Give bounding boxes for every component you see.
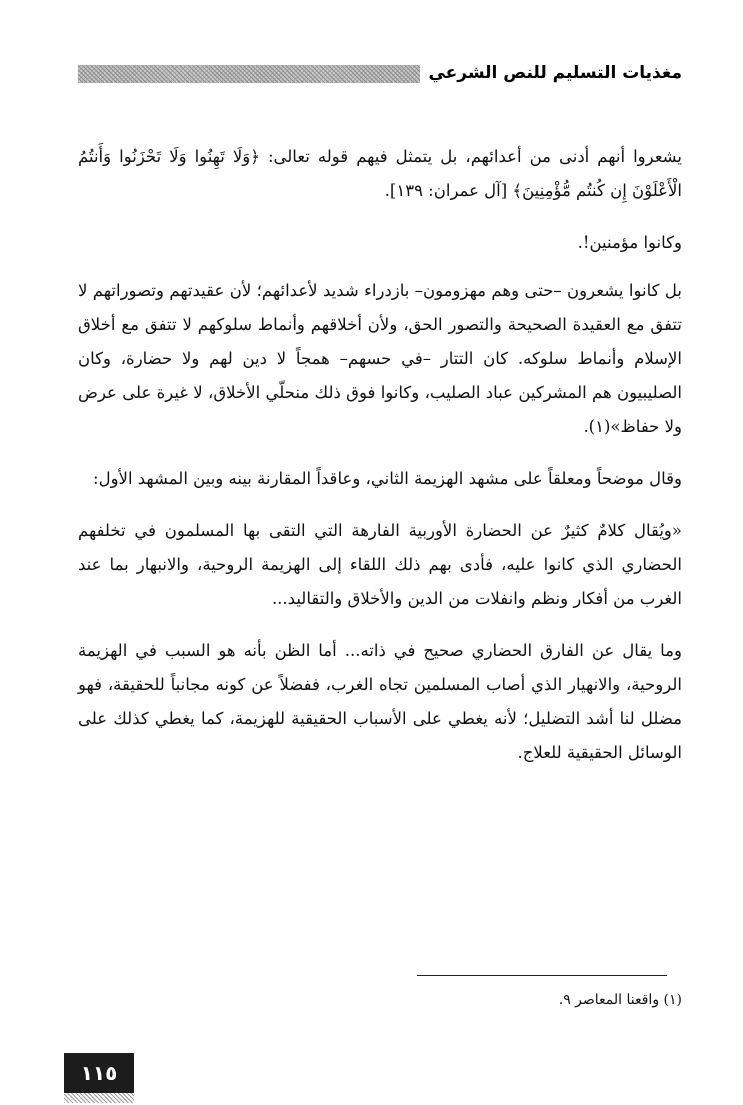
footnote-separator: [417, 975, 667, 976]
page-number: ١١٥: [64, 1053, 134, 1093]
header-title: مغذيات التسليم للنص الشرعي: [428, 63, 682, 83]
footnote: (١) واقعنا المعاصر ٩.: [558, 992, 682, 1008]
paragraph: وكانوا مؤمنين!.: [577, 233, 682, 252]
page-number-shade: [64, 1093, 134, 1103]
quote-paragraph: وما يقال عن الفارق الحضاري صحيح في ذاته... أما الظن بأنه هو السبب في الهزيمة الروحية، والانهيار الذي أصاب المسلمين تجاه الغرب، ففضلاً عن كونه مجانباً للحقيقة، فهو مضلل لنا أشد التضليل؛ لأنه يغطي على الأسباب الحقيقية للهزيمة، كما يغطي كذلك على الوسائل الحقيقية للعلاج.: [78, 641, 682, 762]
paragraph: وقال موضحاً ومعلقاً على مشهد الهزيمة الثاني، وعاقداً المقارنة بينه وبين المشهد الأول:: [93, 469, 682, 488]
header-decorative-band: [78, 65, 420, 83]
paragraph: بل كانوا يشعرون –حتى وهم مهزومون– بازدراء شديد لأعدائهم؛ لأن عقيدتهم وتصوراتهم لا تتفق مع العقيدة الصحيحة والتصور الحق، ولأن أخلاقهم وأنماط سلوكهم لا تتفق مع أخلاق الإسلام وأنماط سلوكه. كان التتار –في حسهم– همجاً لا دين لهم ولا حضارة، وكان الصليبيون هم المشركين عباد الصليب، وكانوا فوق ذلك منحلّي الأخلاق، لا غيرة على عرض ولا حفاظ»(١).: [78, 281, 682, 436]
quote-paragraph: «ويُقال كلامٌ كثيرٌ عن الحضارة الأوربية الفارهة التي التقى بها المسلمون في تخلفهم الحضاري الذي كانوا عليه، فأدى بهم ذلك اللقاء إلى الهزيمة الروحية، والانبهار بما عند الغرب من أفكار ونظم وانفلات من الدين والأخلاق والتقاليد...: [78, 521, 682, 608]
paragraph: يشعروا أنهم أدنى من أعدائهم، بل يتمثل فيهم قوله تعالى: ﴿وَلَا تَهِنُوا وَلَا تَحْزَنُوا وَأَنتُمُ الْأَعْلَوْنَ إِن كُنتُم مُّؤْمِنِينَ﴾ [آل عمران: ١٣٩].: [78, 147, 682, 200]
body-text: [78, 140, 682, 788]
running-header: [78, 56, 682, 90]
